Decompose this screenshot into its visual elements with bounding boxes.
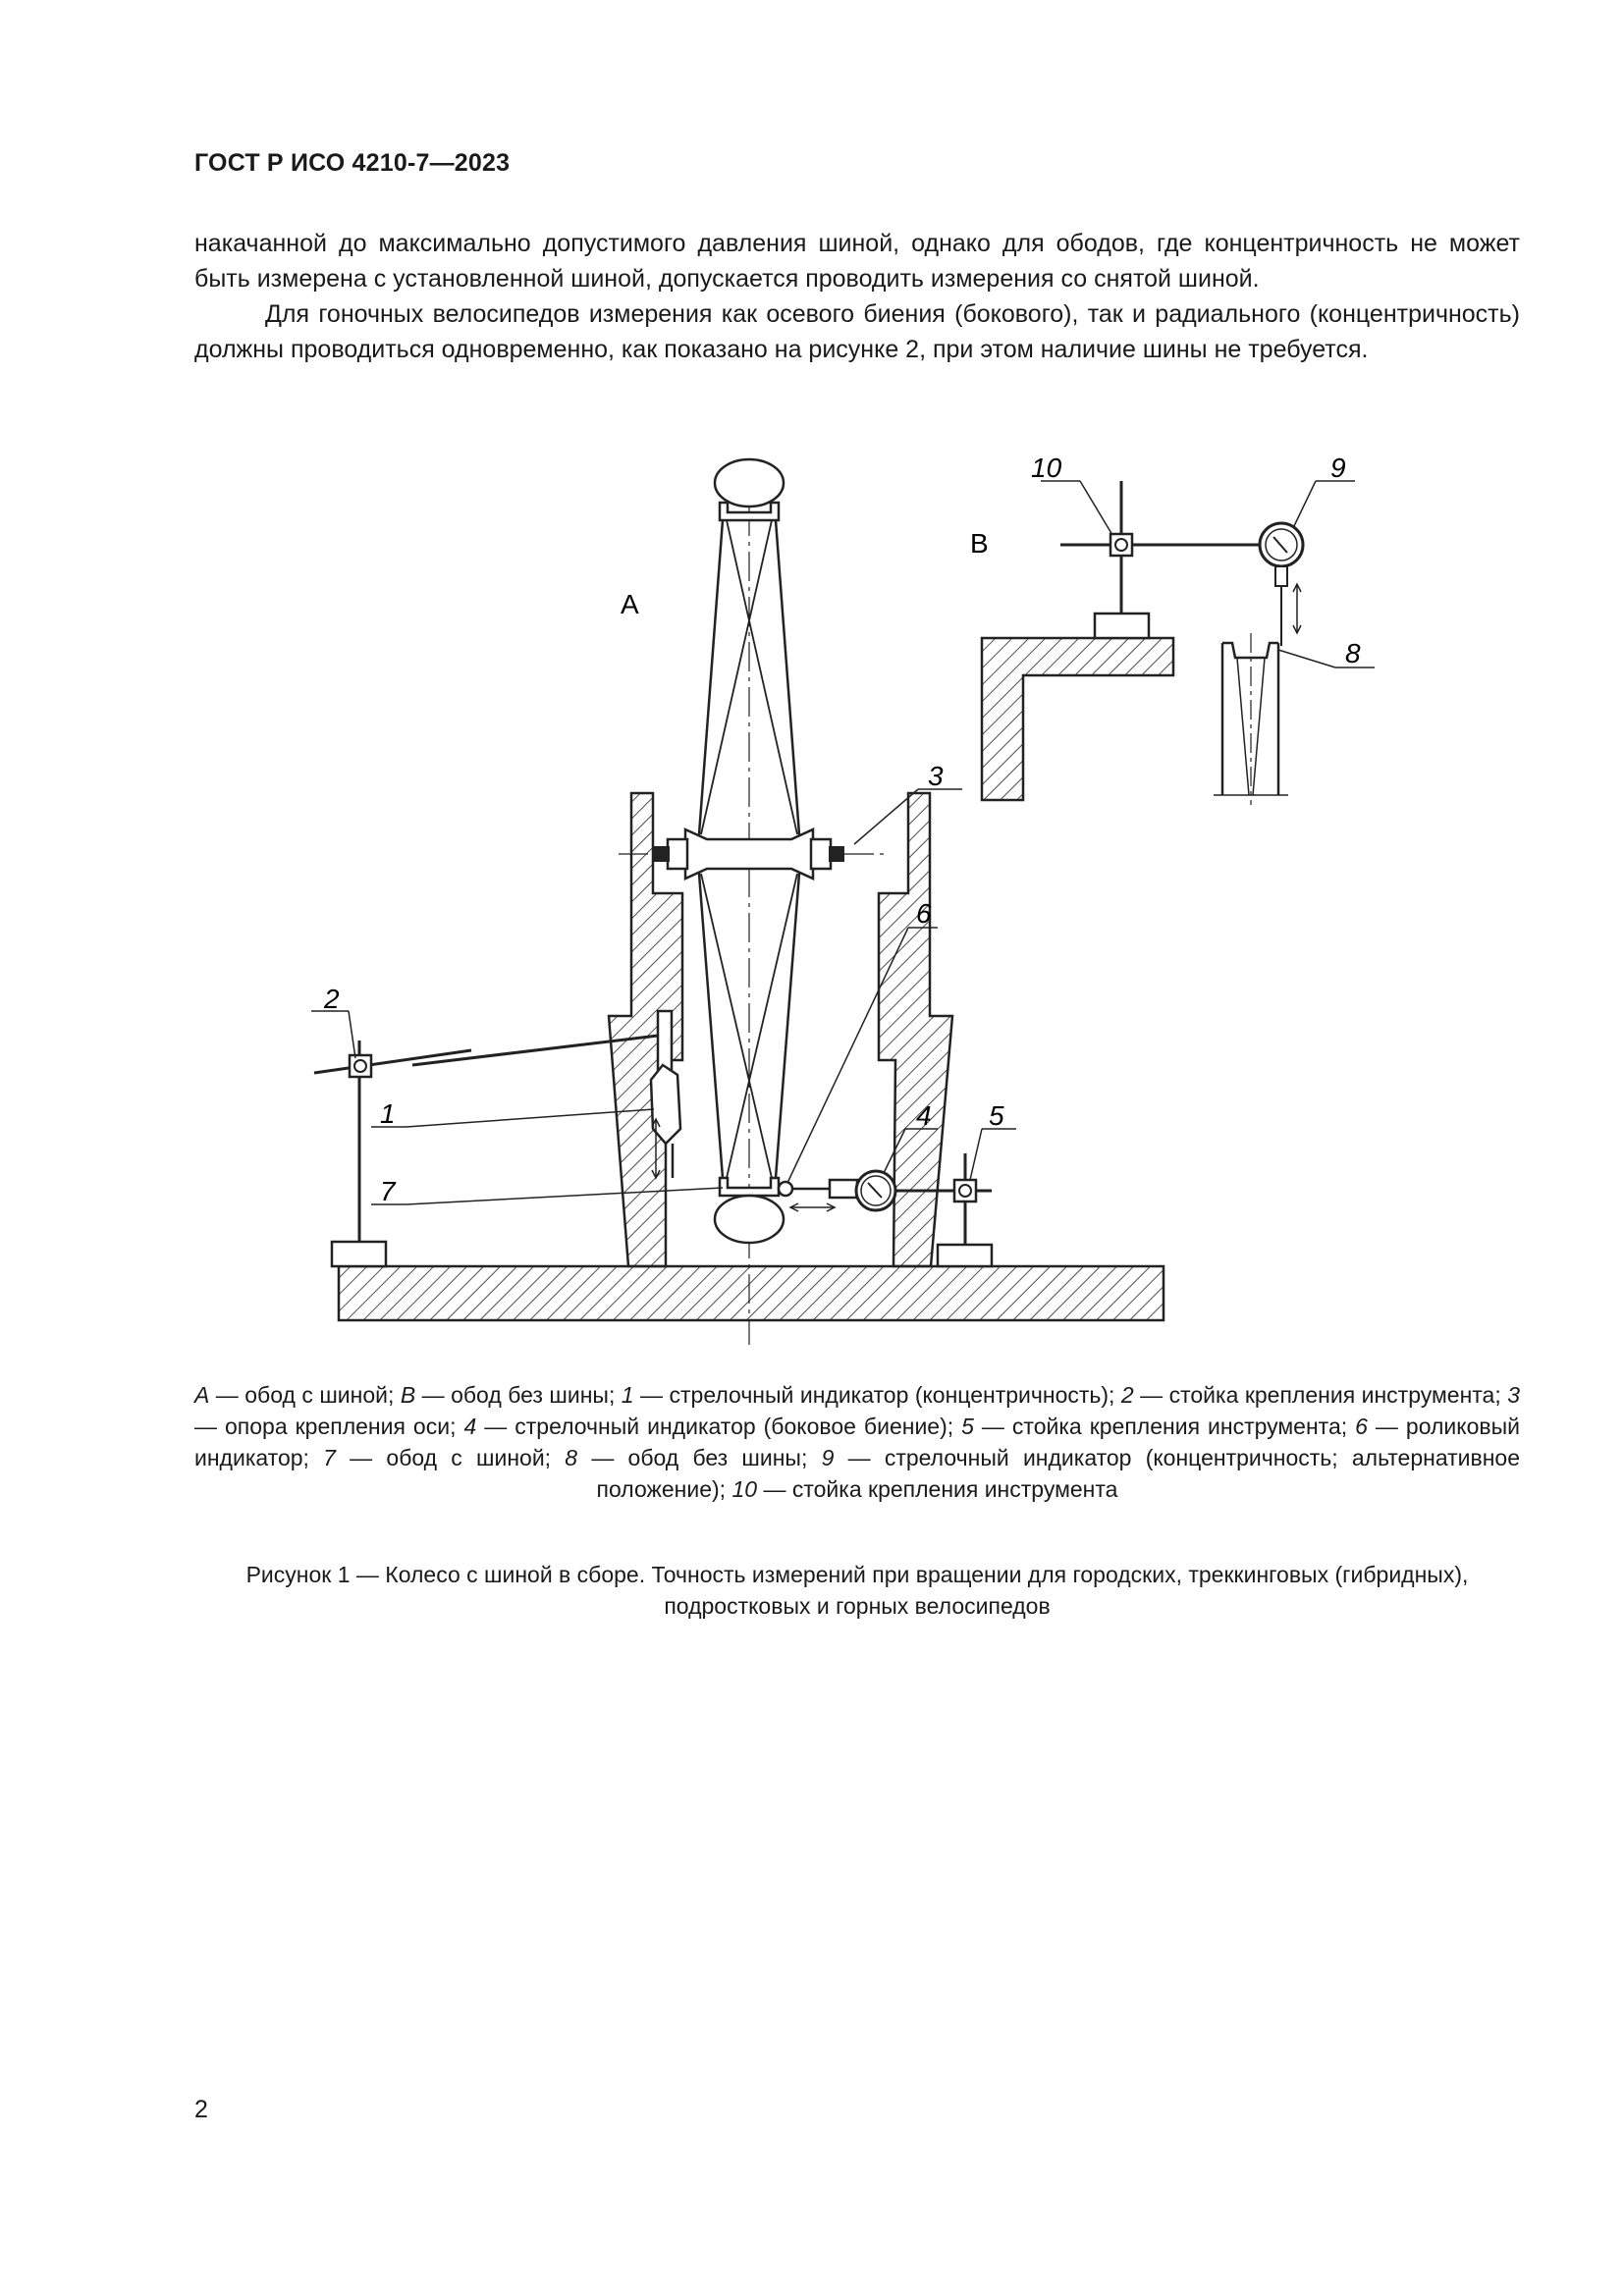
callout-6: 6 <box>916 898 932 929</box>
roller-indicator-6 <box>779 1182 792 1196</box>
paragraph-2: Для гоночных велосипедов измерения как осевого биения (бокового), так и радиального (концентричность) должны проводиться одновременно, как показано на рисунке 2, при этом наличие шины не требуется. <box>194 300 1520 363</box>
legend-entry: 8 — обод без шины; <box>565 1445 822 1470</box>
page-number: 2 <box>194 2096 208 2123</box>
indicator-1-body <box>658 1011 672 1070</box>
document-code: ГОСТ Р ИСО 4210-7—2023 <box>194 149 511 177</box>
base-slab <box>339 1266 1164 1320</box>
legend-entry: B — обод без шины; <box>400 1382 622 1408</box>
legend-entry: 10 — стойка крепления инструмента <box>731 1476 1118 1502</box>
figure-1-drawing <box>295 422 1361 1355</box>
legend-entry: 1 — стрелочный индикатор (концентричность); <box>621 1382 1121 1408</box>
legend-entry: 9 — стрелочный индикатор (концентричность; альтернативное положение); <box>596 1445 1520 1502</box>
callout-7: 7 <box>380 1176 396 1206</box>
figure-legend <box>194 1379 1520 1505</box>
legend-entry: 2 — стойка крепления инструмента; <box>1120 1382 1508 1408</box>
bracket-b <box>982 638 1173 800</box>
stand-5-base <box>938 1245 992 1266</box>
legend-entry: 5 — стойка крепления инструмента; <box>961 1414 1356 1439</box>
callout-8: 8 <box>1345 638 1361 668</box>
paragraph-1: накачанной до максимально допустимого давления шиной, однако для ободов, где концентричность не может быть измерена с установленной шиной, допускается проводить измерения со снятой шиной. <box>194 230 1520 293</box>
legend-entry: 6 — роликовый индикатор; <box>194 1414 1520 1470</box>
bottom-rim <box>720 1178 779 1196</box>
callout-5: 5 <box>989 1100 1004 1131</box>
stand-2-base <box>332 1242 386 1266</box>
callout-2: 2 <box>324 984 340 1014</box>
figure-caption: Рисунок 1 — Колесо с шиной в сборе. Точность измерений при вращении для городских, треккинговых (гибридных), подростковых и горных велосипедов <box>245 1562 1469 1619</box>
callout-4: 4 <box>916 1100 932 1131</box>
technical-drawing <box>295 422 1361 1355</box>
bottom-tire <box>715 1196 784 1243</box>
callout-3: 3 <box>928 761 944 791</box>
legend-entry: A — обод с шиной; <box>194 1382 401 1408</box>
callout-10: 10 <box>1031 453 1062 483</box>
callout-1: 1 <box>380 1098 396 1129</box>
top-tire <box>715 459 784 507</box>
legend-entry: 4 — стрелочный индикатор (боковое биение); <box>463 1414 962 1439</box>
callout-9: 9 <box>1330 453 1346 483</box>
view-label-a: А <box>621 589 639 619</box>
legend-entry: 3 — опора крепления оси; <box>194 1382 1520 1439</box>
legend-entry: 7 — обод с шиной; <box>323 1445 566 1470</box>
view-label-b: В <box>970 528 989 559</box>
